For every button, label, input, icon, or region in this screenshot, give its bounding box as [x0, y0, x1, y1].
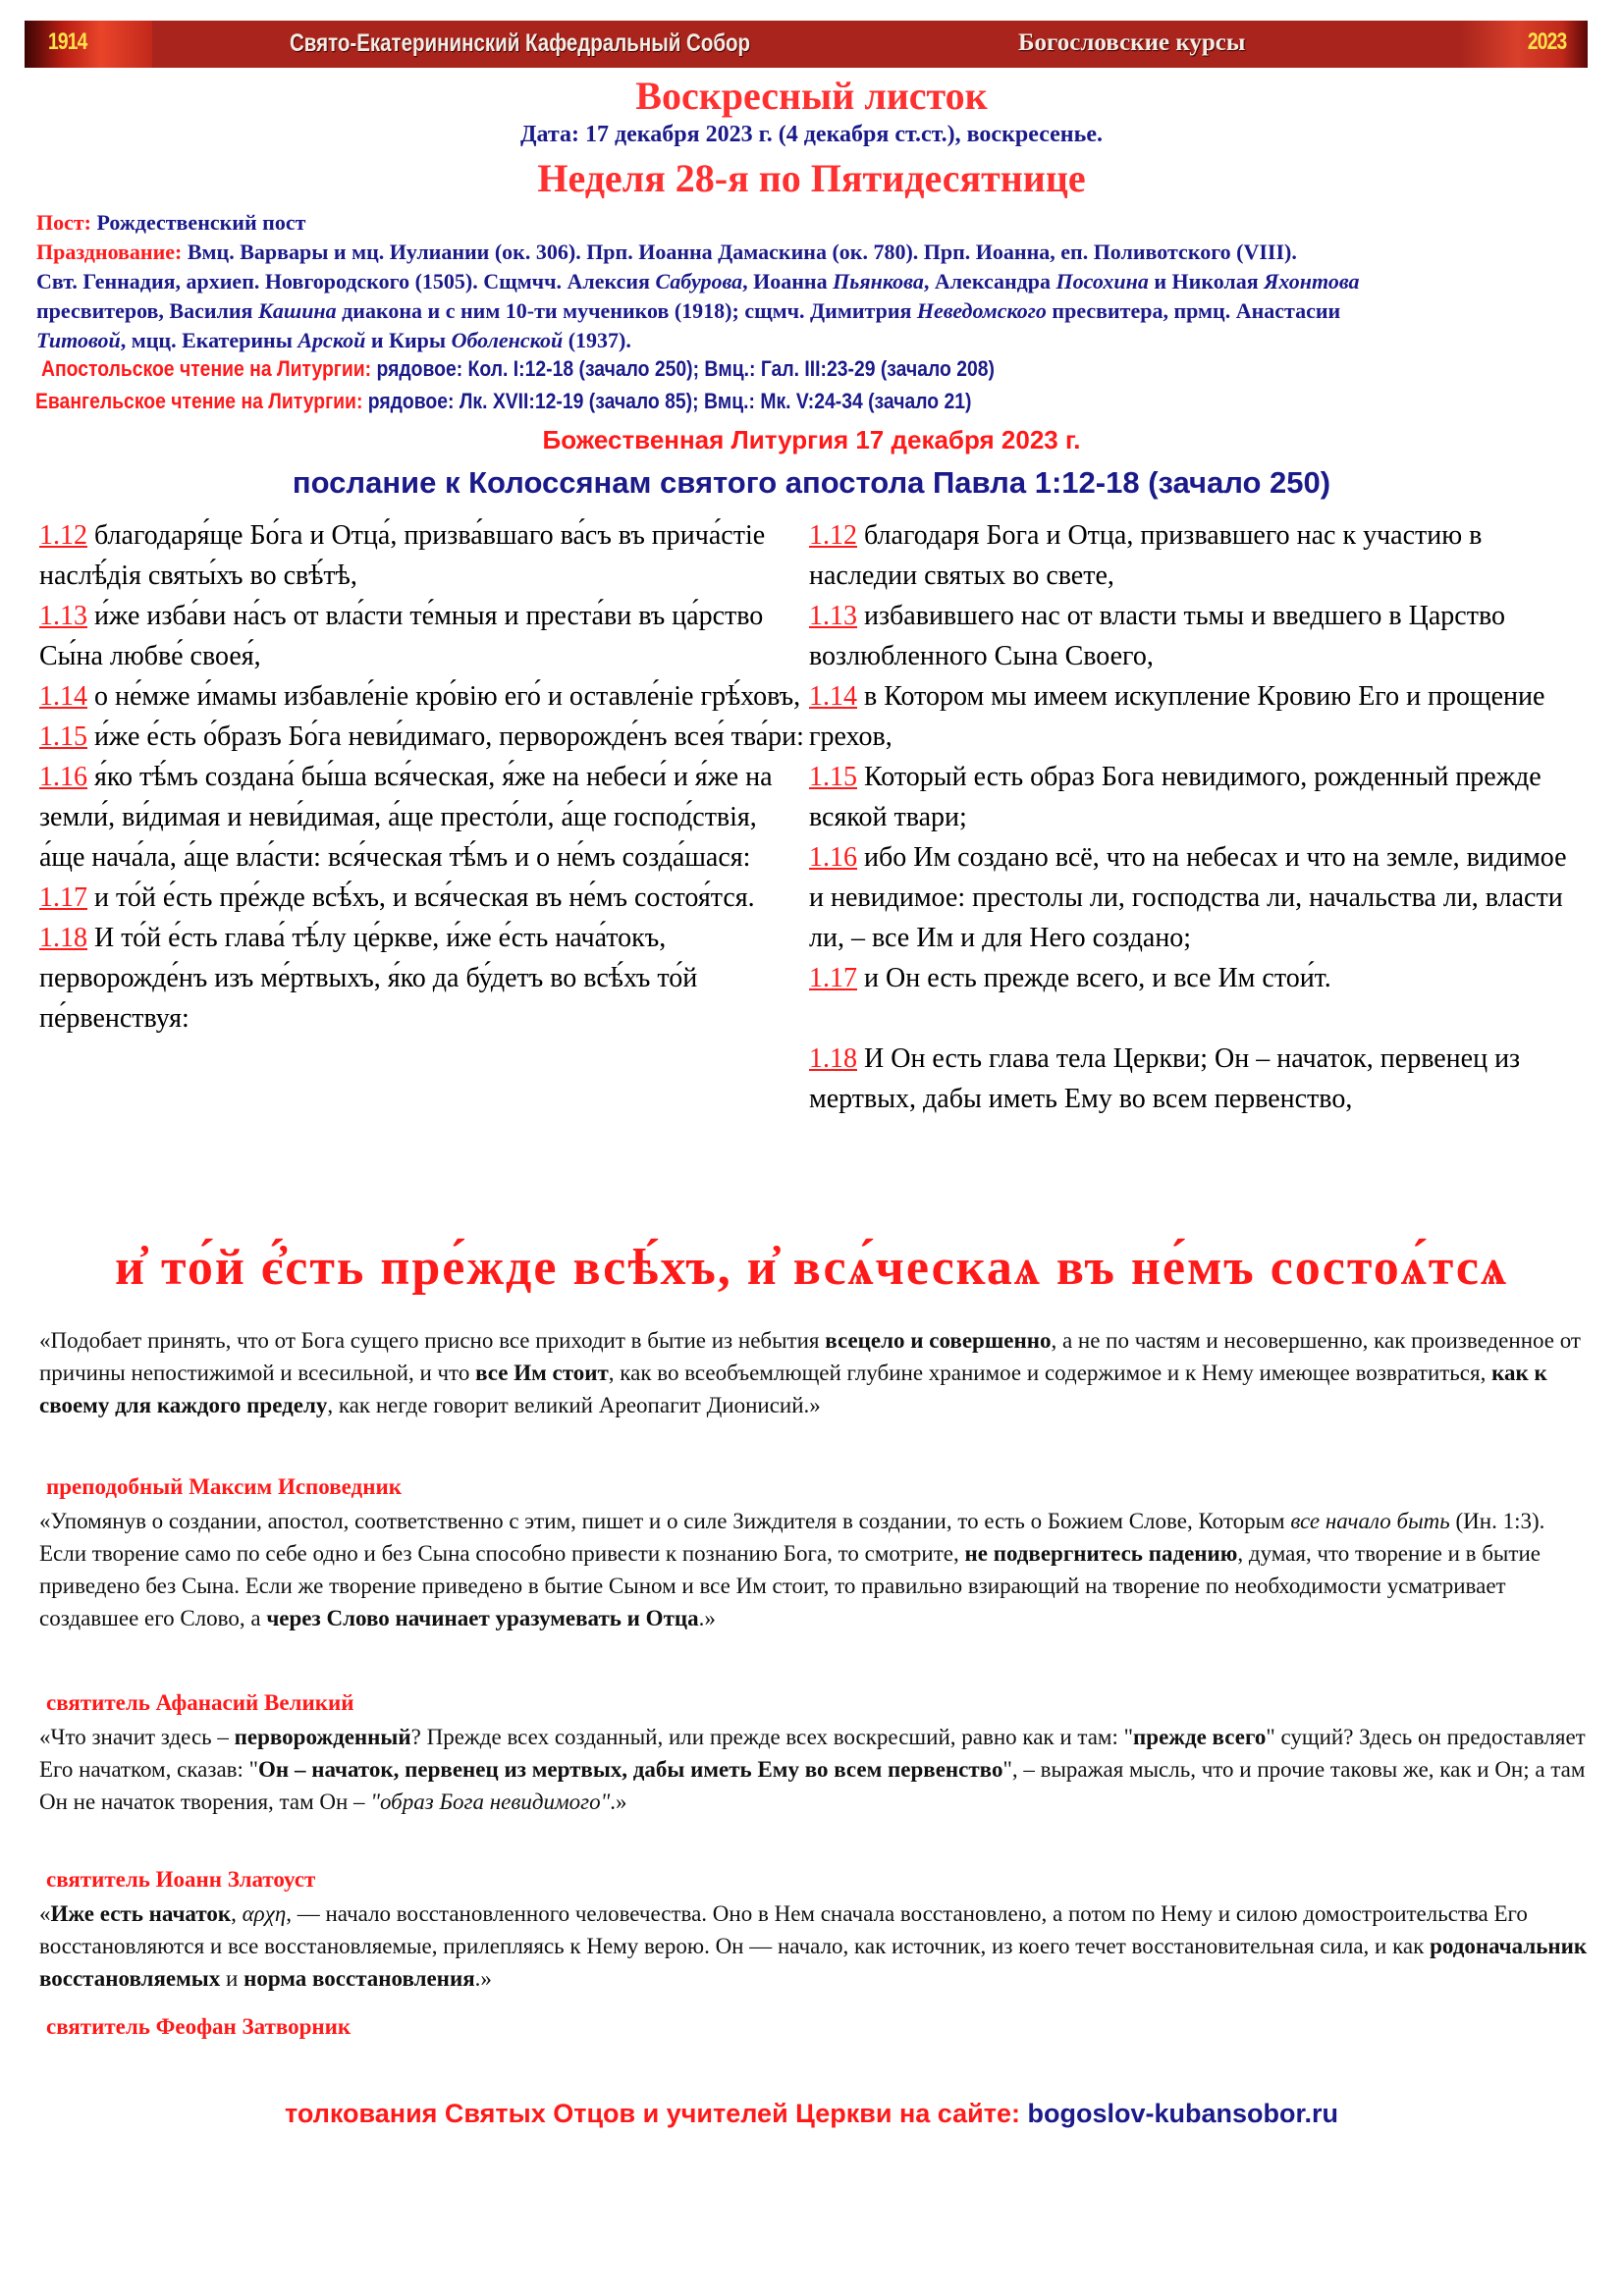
verse-slavonic [39, 878, 805, 918]
verse-number-link[interactable]: 1.15 [39, 721, 87, 752]
commentary-text: .» [698, 1606, 716, 1630]
commentary-author: преподобный Максим Исповедник [46, 1474, 402, 1499]
verse-text: в Котором мы имеем искупление Кровию Его и прощение грехов, [809, 681, 1545, 752]
commentary-text: .» [610, 1789, 627, 1814]
verse-text: я́ко тѣ́мъ создана́ бы́ша вся́ческая, я́же на небеси́ и я́же на земли́, ви́димая и неви́димая, а́ще престо́ли, а́ще господ́ствія, а́ще нача́ла, а́ще вла́сти: вся́ческая тѣ́мъ и о не́мъ созда́шася: [39, 762, 773, 873]
commentary-text: , как во всеобъемлющей глубине хранимое и содержимое и к Нему имеющее возвратиться, [608, 1361, 1492, 1385]
commentary-text: перворожденный [234, 1725, 411, 1749]
verse-number-link[interactable]: 1.18 [809, 1043, 857, 1074]
verse-number-link[interactable]: 1.12 [39, 520, 87, 551]
verse-text: о не́мже и́мамы избавле́ніе кро́вію его́ и оставле́ніе грѣ́ховъ, [87, 681, 801, 712]
apostle-reading-label: Апостольское чтение на Литургии: [41, 356, 372, 381]
verse-text: Который есть образ Бога невидимого, рожденный прежде всякой твари; [809, 762, 1542, 832]
feast-text: , Александра [923, 269, 1056, 294]
verse-text: и́же изба́ви на́съ от вла́сти те́мныя и преста́ви въ ца́рство Сы́на любве́ своея́, [39, 601, 764, 671]
site-link[interactable]: bogoslov-kubansobor.ru [1027, 2099, 1338, 2128]
fast-info [36, 208, 305, 238]
leaflet-title: Воскресный листок [635, 74, 988, 118]
feast-name: Сабурова [655, 269, 743, 294]
verse-number-link[interactable]: 1.17 [809, 963, 857, 993]
feast-text: и Киры [365, 328, 452, 352]
verse-slavonic [39, 515, 805, 596]
commentary-text: (Ин. 1:3). Если творение само по себе одно и без Сына способно привести к познанию Бога, то смотрите, [39, 1509, 1545, 1566]
header-banner [25, 21, 1588, 68]
verse-text: благодаря Бога и Отца, призвавшего нас к участию в наследии святых во свете, [809, 520, 1483, 591]
commentary-text: Иже есть начаток [50, 1901, 232, 1926]
commentary-text: "образ Бога невидимого" [370, 1789, 611, 1814]
verse-slavonic [39, 596, 805, 676]
commentary-text: «Подобает принять, что от Бога сущего присно все приходит в бытие из небытия [39, 1328, 826, 1353]
feast-text: диакона и с ним 10-ти мучеников (1918); сщмч. Димитрия [336, 298, 917, 323]
feast-name: Арской [298, 328, 366, 352]
feast-info [36, 238, 1360, 355]
banner-ornament-left [25, 21, 152, 68]
feast-text: , Иоанна [742, 269, 834, 294]
commentary-3 [39, 1721, 1591, 1818]
verse-number-link[interactable]: 1.14 [39, 681, 87, 712]
commentary-text: .» [474, 1966, 492, 1991]
commentary-text: норма восстановления [243, 1966, 475, 1991]
commentary-text: родоначальник восстановляемых [39, 1934, 1588, 1991]
feast-name: Кашина [257, 298, 337, 323]
verse-slavonic [39, 918, 805, 1039]
verse-number-link[interactable]: 1.16 [809, 842, 857, 873]
verse-number-link[interactable]: 1.12 [809, 520, 857, 551]
commentary-text: , — начало восстановленного человечества. Оно в Нем сначала восстановлено, а потом по Нему и силою домостроительства Его восстановляются и все восстановляемые, прилепляясь к Нему верою. Он — начало, как источник, из коего течет восстановительная сила, и как [39, 1901, 1528, 1958]
verse-russian [809, 757, 1585, 837]
banner-ornament-right [1460, 21, 1588, 68]
verse-russian [809, 596, 1585, 676]
week-title: Неделя 28-я по Пятидесятнице [537, 156, 1086, 200]
banner-cathedral-title: Свято-Екатерининский Кафедральный Собор [290, 29, 751, 57]
verse-slavonic [39, 757, 805, 878]
commentary-text: прежде всего [1133, 1725, 1267, 1749]
feast-text: (1937). [563, 328, 631, 352]
commentary-text: , [231, 1901, 243, 1926]
commentary-author: святитель Иоанн Златоуст [46, 1867, 316, 1892]
feast-text: Вмц. Варвары и мц. Иулиании (ок. 306). Прп. Иоанна Дамаскина (ок. 780). Прп. Иоанна, еп. Поливотского (VIII). [187, 240, 1297, 264]
feast-text: пресвитеров, Василия [36, 298, 258, 323]
russian-column [809, 515, 1585, 1119]
key-verse-motto: и҆ то́й є҆́сть пре́жде всѣ́хъ, и҆ всѧ́ческаѧ въ не́мъ состоѧ́тсѧ [115, 1240, 1508, 1296]
commentary-text: и [220, 1966, 244, 1991]
commentary-4 [39, 1897, 1591, 1995]
fast-value: Рождественский пост [96, 210, 306, 235]
verse-number-link[interactable]: 1.15 [809, 762, 857, 792]
verse-russian [809, 837, 1585, 958]
verse-number-link[interactable]: 1.17 [39, 882, 87, 913]
commentary-text: все Им стоит [475, 1361, 609, 1385]
gospel-reading-label: Евангельское чтение на Литургии: [35, 389, 363, 413]
commentary-text: " сущий? Здесь он предоставляет Его начатком, сказав: " [39, 1725, 1586, 1782]
commentary-text: «Что значит здесь – [39, 1725, 235, 1749]
footer-label: толкования Святых Отцов и учителей Церкви на сайте: [285, 2099, 1028, 2128]
feast-name: Посохина [1055, 269, 1149, 294]
banner-year-right: 2023 [1527, 28, 1566, 55]
verse-text: и то́й е́сть пре́жде всѣ́хъ, и вся́ческая въ не́мъ состоя́тся. [87, 882, 755, 913]
commentary-text: , как негде говорит великий Ареопагит Дионисий.» [327, 1393, 821, 1417]
feast-text: Свт. Геннадия, архиеп. Новгородского (1505). Сщмчч. Алексия [36, 269, 656, 294]
fast-label: Пост: [36, 210, 92, 235]
verse-text: ибо Им создано всё, что на небесах и что на земле, видимое и невидимое: престолы ли, господства ли, начальства ли, власти ли, – все Им и для Него создано; [809, 842, 1567, 953]
commentary-1 [39, 1324, 1591, 1421]
verse-number-link[interactable]: 1.14 [809, 681, 857, 712]
feast-name: Яхонтова [1264, 269, 1360, 294]
commentary-text: ", – выражая мысль, что и прочие таковы же, как и Он; а там Он не начаток творения, там Он – [39, 1757, 1586, 1814]
banner-courses-title: Богословские курсы [1018, 29, 1246, 56]
verse-russian [809, 676, 1585, 757]
epistle-title: послание к Колоссянам святого апостола Павла 1:12-18 (зачало 250) [292, 465, 1331, 500]
slavonic-column [39, 515, 805, 1039]
commentary-text: «Упомянув о создании, апостол, соответственно с этим, пишет и о силе Зиждителя в создании, то есть о Божием Слове, Которым [39, 1509, 1291, 1533]
gospel-reading-value: рядовое: Лк. XVII:12-19 (зачало 85); Вмц.: Мк. V:24-34 (зачало 21) [362, 389, 972, 413]
commentary-text: все начало быть [1290, 1509, 1450, 1533]
apostle-reading [41, 356, 995, 382]
feast-name: Титовой [36, 328, 121, 352]
verse-slavonic [39, 676, 805, 717]
leaflet-date: Дата: 17 декабря 2023 г. (4 декабря ст.ст.), воскресенье. [520, 122, 1103, 147]
verse-number-link[interactable]: 1.13 [809, 601, 857, 631]
verse-number-link[interactable]: 1.16 [39, 762, 87, 792]
banner-year-left: 1914 [48, 28, 87, 55]
feast-text: пресвитера, прмц. Анастасии [1046, 298, 1341, 323]
verse-russian [809, 1039, 1585, 1119]
feast-text: и Николая [1148, 269, 1265, 294]
feast-text: , мцц. Екатерины [120, 328, 298, 352]
feast-name: Пьянкова [833, 269, 924, 294]
commentary-text: ? Прежде всех созданный, или прежде всех воскресший, равно как и там: " [410, 1725, 1134, 1749]
verse-number-link[interactable]: 1.13 [39, 601, 87, 631]
verse-russian [809, 958, 1585, 998]
commentary-text: , думая, что творение и в бытие приведено без Сына. Если же творение приведено в бытие Сыном и все Им стоит, то правильно взирающий на творение по необходимости усматривает создавшее его Слово, а [39, 1541, 1541, 1630]
verse-slavonic [39, 717, 805, 757]
verse-text: благодаря́ще Бо́га и Отца́, призва́вшаго ва́съ въ прича́стіе наслѣ́дія святы́хъ во свѣ́тѣ, [39, 520, 766, 591]
commentary-text: всецело и совершенно [825, 1328, 1052, 1353]
commentary-text: « [39, 1901, 51, 1926]
commentary-text: как к своему для каждого пределу [39, 1361, 1547, 1417]
spacer [809, 998, 1585, 1039]
verse-text: И Он есть глава тела Церкви; Он – начаток, первенец из мертвых, дабы иметь Ему во всем первенство, [809, 1043, 1521, 1114]
commentary-author: святитель Афанасий Великий [46, 1690, 354, 1715]
commentary-text: через Слово начинает уразумевать и Отца [266, 1606, 699, 1630]
feast-label: Празднование: [36, 240, 183, 264]
commentary-text: αρχη [242, 1901, 287, 1926]
commentary-text: не подвергнитесь падению [964, 1541, 1238, 1566]
commentary-text: , а не по частям и несовершенно, как произведенное от причины непостижимой и всесильной, и что [39, 1328, 1581, 1385]
verse-text: И то́й е́сть глава́ тѣ́лу це́ркве, и́же е́сть нача́токъ, перворожде́нъ изъ ме́ртвыхъ, я́ко да бу́детъ во всѣ́хъ то́й пе́рвенствуя: [39, 923, 698, 1034]
commentary-text: Он – начаток, первенец из мертвых, дабы иметь Ему во всем первенство [258, 1757, 1003, 1782]
gospel-reading [35, 389, 971, 414]
verse-text: избавившего нас от власти тьмы и введшего в Царство возлюбленного Сына Своего, [809, 601, 1505, 671]
feast-name: Неведомского [916, 298, 1047, 323]
commentary-2 [39, 1505, 1591, 1634]
commentary-author: святитель Феофан Затворник [46, 2014, 352, 2039]
verse-russian [809, 515, 1585, 596]
verse-text: и Он есть прежде всего, и все Им стои́т. [857, 963, 1331, 993]
verse-number-link[interactable]: 1.18 [39, 923, 87, 953]
feast-name: Оболенской [451, 328, 564, 352]
footer-line [0, 2099, 1623, 2129]
liturgy-title: Божественная Литургия 17 декабря 2023 г. [542, 425, 1081, 454]
apostle-reading-value: рядовое: Кол. I:12-18 (зачало 250); Вмц.: Гал. III:23-29 (зачало 208) [371, 356, 995, 381]
verse-text: и́же е́сть о́бразъ Бо́га неви́димаго, перворожде́нъ всея́ тва́ри: [87, 721, 804, 752]
